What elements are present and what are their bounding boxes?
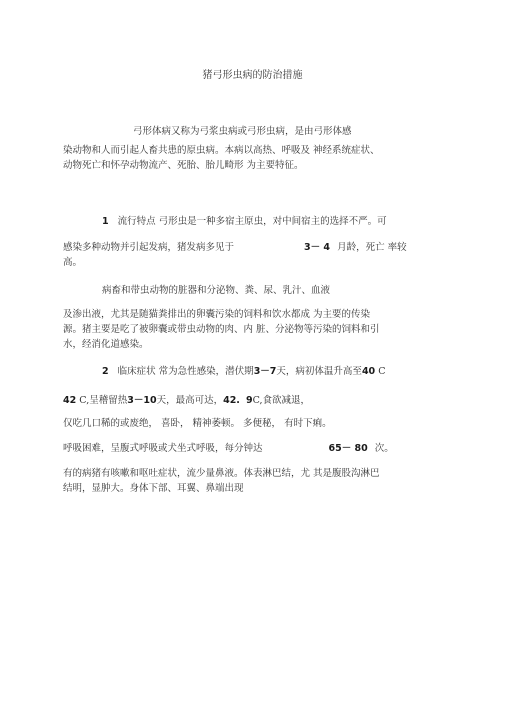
text-line: C,食欲减退， — [252, 395, 311, 406]
section-number: 2 — [102, 366, 109, 377]
incubation-number: 3－7 — [253, 366, 277, 377]
text-line: 动物死亡和怀孕动物流产、死胎、胎儿畸形 为主要特征。 — [63, 160, 304, 171]
text-line: 仅吃几口稀的或废绝， 喜卧， 精神萎顿。 多便秘， 有时下痢。 — [63, 418, 332, 429]
text-line: 呼吸困难，呈腹式呼吸或犬坐式呼吸，每分钟达 — [63, 443, 263, 454]
breath-rate-number: 65－ 80 — [328, 443, 368, 454]
max-temp-decimal: 9 — [245, 395, 253, 406]
text-line: 天，病初体温升高至 — [276, 366, 362, 377]
temperature-number: 42 — [63, 395, 77, 406]
text-line: 病畜和带虫动物的脏器和分泌物、粪、尿、乳汁、血液 — [102, 285, 331, 296]
unit-c: C — [378, 366, 386, 377]
temperature-number: 40 — [361, 366, 376, 377]
max-temp-number: 42. — [223, 395, 240, 406]
text-line: 高。 — [63, 257, 83, 268]
section-heading-text: 临床症状 常为急性感染，潜伏期 — [117, 366, 254, 377]
text-line: 次。 — [374, 443, 394, 454]
section-number: 1 — [102, 216, 109, 227]
fever-days-number: 3－10 — [127, 395, 157, 406]
text-line: 及渗出液，尤其是随猫粪排出的卵囊污染的饲料和饮水都成 为主要的传染 — [63, 309, 371, 320]
age-range-number: 3－ 4 — [304, 242, 331, 253]
page-title: 猪弓形虫病的防治措施 — [202, 70, 303, 81]
text-line: 感染多种动物并引起发病，猪发病多见于 — [63, 242, 235, 253]
text-line: 有的病猪有咳嗽和呕吐症状，流少量鼻液。体表淋巴结，尤 其是腹股沟淋巴 — [63, 468, 380, 479]
text-line: 染动物和人而引起人畜共患的原虫病。本病以高热、呼吸及 神经系统症状、 — [63, 145, 380, 156]
section-heading-text: 流行特点 弓形虫是一种多宿主原虫，对中间宿主的选择不严。可 — [117, 216, 387, 227]
text-line: 源。猪主要是吃了被卵囊或带虫动物的肉、内 脏、分泌物等污染的饲料和引 — [63, 324, 380, 335]
text-line: 天，最高可达， — [156, 395, 224, 406]
text-line: 月龄，死亡 率较 — [337, 242, 407, 253]
text-line: C,呈稽留热 — [79, 395, 128, 406]
text-line: 弓形体病又称为弓浆虫病或弓形虫病，是由弓形体感 — [133, 126, 352, 137]
text-line: 水，经消化道感染。 — [63, 339, 149, 350]
text-line: 结明，显肿大。身体下部、耳翼、鼻端出现 — [63, 483, 244, 494]
